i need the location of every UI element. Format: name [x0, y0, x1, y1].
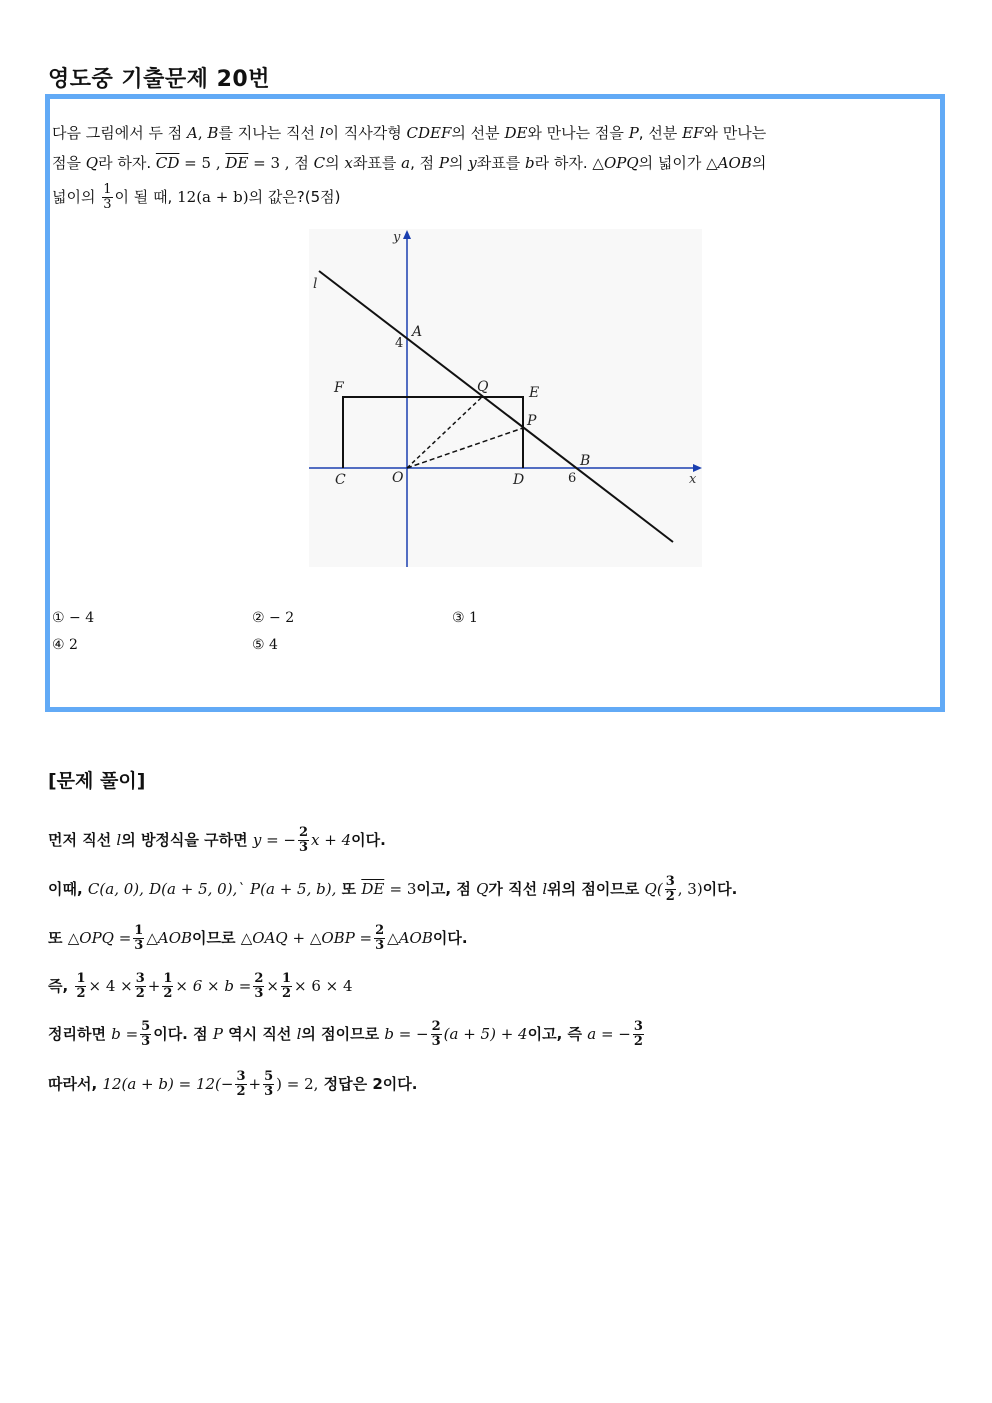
- text: 의 점이므로: [301, 1025, 380, 1043]
- text: 다음 그림에서 두 점: [52, 124, 183, 142]
- text: 의 값은?(5점): [248, 188, 341, 206]
- text: , 점: [410, 154, 435, 172]
- fraction: [281, 972, 292, 1001]
- point-q: Q: [476, 880, 489, 898]
- denominator: 2: [236, 1084, 246, 1099]
- line-l: [319, 271, 673, 542]
- text: 정리하면: [48, 1025, 106, 1043]
- expression: 12(a + b) = 12(−: [102, 1075, 234, 1093]
- point-b: B: [207, 124, 219, 142]
- denominator: 2: [76, 986, 86, 1001]
- denominator: 3: [103, 197, 112, 212]
- value-de: = 3 ,: [253, 154, 290, 172]
- text: 이다. 점: [153, 1025, 208, 1043]
- answer-text: 정답은 2이다.: [323, 1075, 418, 1093]
- numerator: 5: [264, 1069, 274, 1084]
- x-intercept-tick: 6: [568, 471, 577, 486]
- var-x: x: [344, 154, 353, 172]
- numerator: 2: [375, 923, 385, 938]
- coordinate-diagram: [309, 229, 702, 567]
- operator: +: [147, 977, 161, 995]
- denominator: 2: [281, 986, 291, 1001]
- line-l: l: [319, 124, 325, 142]
- var-b: b =: [111, 1025, 139, 1043]
- text: 의 방정식을 구하면: [121, 831, 248, 849]
- point-d-label: D: [513, 472, 525, 488]
- denominator: 3: [264, 1084, 274, 1099]
- denominator: 3: [134, 938, 144, 953]
- point-q-label: Q: [477, 379, 489, 395]
- text: 이고, 즉: [527, 1025, 583, 1043]
- text: 의: [448, 154, 464, 172]
- text: 의 선분: [451, 124, 500, 142]
- choice-1[interactable]: [52, 610, 94, 626]
- numerator: 2: [431, 1019, 441, 1034]
- expression-end: ) = 2,: [276, 1075, 319, 1093]
- fraction: [431, 1020, 442, 1049]
- choice-marker: ①: [52, 610, 65, 626]
- segment-oq: [407, 397, 482, 468]
- numerator: 1: [281, 971, 291, 986]
- fraction: [374, 924, 385, 953]
- numerator: 3: [665, 874, 675, 889]
- solution-line-1: [48, 826, 386, 855]
- fraction: [133, 924, 144, 953]
- point-q-coord: Q(: [644, 880, 663, 898]
- denominator: 3: [375, 938, 385, 953]
- segment-de: $\overline{DE}$: [225, 154, 249, 172]
- choice-value: − 4: [69, 610, 95, 626]
- choice-value: 2: [69, 637, 78, 653]
- point-c-coord: C(a, 0),: [87, 880, 144, 898]
- choice-marker: ④: [52, 637, 65, 653]
- var-a: a: [401, 154, 411, 172]
- fraction: [135, 972, 146, 1001]
- operator: +: [248, 1075, 262, 1093]
- rect-cdef: CDEF: [406, 124, 452, 142]
- point-f-label: F: [334, 380, 344, 396]
- numerator: 1: [163, 971, 173, 986]
- var-b: b: [525, 154, 535, 172]
- operator: × 6 × 4: [293, 977, 353, 995]
- numerator: 3: [633, 1019, 643, 1034]
- text: 먼저 직선: [48, 831, 112, 849]
- choice-4[interactable]: [52, 637, 78, 653]
- triangle-aob: △AOB: [706, 154, 752, 172]
- point-c: C: [313, 154, 326, 172]
- denominator: 2: [135, 986, 145, 1001]
- denominator: 2: [633, 1034, 643, 1049]
- point-c-label: C: [335, 472, 346, 488]
- text: 의: [751, 154, 767, 172]
- triangle-aob: △AOB: [387, 929, 433, 947]
- text: ,: [197, 124, 203, 142]
- denominator: 3: [431, 1034, 441, 1049]
- numerator: 1: [103, 182, 112, 197]
- segment-de: $\overline{DE}$: [361, 880, 385, 898]
- choice-5[interactable]: [252, 637, 278, 653]
- denominator: 3: [254, 986, 264, 1001]
- fraction: [140, 1020, 151, 1049]
- text: 이 직사각형: [324, 124, 402, 142]
- point-p: P: [438, 154, 449, 172]
- triangle-opq: △OPQ: [592, 154, 639, 172]
- text: 점: [294, 154, 309, 172]
- numerator: 1: [76, 971, 86, 986]
- numerator: 2: [254, 971, 264, 986]
- text: 즉,: [48, 977, 69, 995]
- equation-lhs: △OPQ =: [67, 929, 132, 947]
- solution-line-6: [48, 1070, 417, 1099]
- fraction: [633, 1020, 644, 1049]
- text: 와 만나는 점을: [527, 124, 624, 142]
- fraction: [263, 1070, 274, 1099]
- text: 의 넓이가: [638, 154, 702, 172]
- text: 또: [48, 929, 63, 947]
- point-d-coord: D(a + 5, 0),`: [149, 880, 245, 898]
- equation-sum: △OAQ + △OBP =: [240, 929, 373, 947]
- x-axis-arrow-icon: [693, 464, 702, 472]
- y-axis-arrow-icon: [403, 230, 411, 239]
- var-a: a = −: [587, 1025, 631, 1043]
- text: 역시 직선: [228, 1025, 292, 1043]
- diagram-svg: [309, 229, 702, 567]
- numerator: 3: [135, 971, 145, 986]
- choice-value: 4: [269, 637, 278, 653]
- text: , 선분: [638, 124, 678, 142]
- choice-3[interactable]: [452, 610, 478, 626]
- fraction: [75, 972, 86, 1001]
- text: 이 될 때,: [114, 188, 173, 206]
- point-a-label: A: [412, 324, 423, 340]
- text: 이때,: [48, 880, 83, 898]
- numerator: 2: [299, 825, 309, 840]
- text: 와 만나는: [703, 124, 767, 142]
- segment-ef: EF: [682, 124, 704, 142]
- segment-op: [407, 428, 523, 468]
- choice-2[interactable]: [252, 610, 294, 626]
- fraction-one-third: [102, 183, 112, 212]
- triangle-aob: △AOB: [146, 929, 193, 947]
- point-p-coord: P(a + 5, b),: [250, 880, 337, 898]
- point-q-coord-end: , 3): [677, 880, 703, 898]
- problem-line-2: [52, 153, 766, 173]
- point-e-label: E: [529, 385, 540, 401]
- text: 이고, 점: [416, 880, 471, 898]
- fraction: [162, 972, 173, 1001]
- segment-de: DE: [504, 124, 528, 142]
- text: 이다.: [432, 929, 468, 947]
- page-title: 영도중 기출문제 20번: [48, 67, 270, 92]
- denominator: 3: [141, 1034, 151, 1049]
- point-p-label: P: [527, 413, 537, 429]
- point-p: P: [212, 1025, 223, 1043]
- value-de: = 3: [389, 880, 417, 898]
- value-cd: = 5 ,: [184, 154, 221, 172]
- problem-line-3: [52, 183, 341, 212]
- point-o-label: O: [392, 470, 404, 486]
- text: 위의 점이므로: [547, 880, 640, 898]
- solution-line-2: [48, 875, 737, 904]
- fraction: [253, 972, 264, 1001]
- choice-value: 1: [469, 610, 478, 626]
- solution-line-4: [48, 972, 353, 1001]
- choice-value: − 2: [269, 610, 295, 626]
- solution-line-3: [48, 924, 468, 953]
- x-axis-label: x: [689, 472, 697, 487]
- var-y: y: [468, 154, 477, 172]
- solution-line-5: [48, 1020, 646, 1049]
- text: 점을: [52, 154, 81, 172]
- point-p: P: [628, 124, 639, 142]
- y-axis-label: y: [393, 230, 401, 245]
- line-l: l: [116, 831, 122, 849]
- line-l-label: l: [313, 276, 318, 292]
- denominator: 2: [163, 986, 173, 1001]
- text: 이다.: [351, 831, 386, 849]
- operator: × 6 × b =: [175, 977, 252, 995]
- y-intercept-tick: 4: [395, 336, 404, 351]
- choice-marker: ②: [252, 610, 265, 626]
- choice-marker: ⑤: [252, 637, 265, 653]
- problem-line-1: [52, 123, 766, 143]
- text: 이므로: [192, 929, 236, 947]
- text: 가 직선: [488, 880, 538, 898]
- operator: × 4 ×: [88, 977, 133, 995]
- text: 좌표를: [476, 154, 521, 172]
- expression: 12(a + b): [177, 188, 249, 206]
- text: 이다.: [702, 880, 738, 898]
- text: 넓이의: [52, 188, 96, 206]
- equation-rhs: (a + 5) + 4: [443, 1025, 528, 1043]
- line-l: l: [296, 1025, 302, 1043]
- point-b-label: B: [580, 453, 591, 469]
- numerator: 5: [141, 1019, 151, 1034]
- denominator: 3: [299, 840, 309, 855]
- text: 또: [341, 880, 357, 898]
- equation-rhs: x + 4: [311, 831, 352, 849]
- numerator: 1: [134, 923, 144, 938]
- text: 라 하자.: [98, 154, 152, 172]
- fraction: [298, 826, 309, 855]
- operator: ×: [266, 977, 279, 995]
- text: 좌표를: [352, 154, 397, 172]
- fraction: [235, 1070, 246, 1099]
- line-l: l: [542, 880, 548, 898]
- equation-lhs: b = −: [384, 1025, 429, 1043]
- denominator: 2: [665, 889, 675, 904]
- text: 라 하자.: [534, 154, 588, 172]
- fraction: [665, 875, 676, 904]
- solution-title: [문제 풀이]: [48, 770, 146, 792]
- segment-cd: $\overline{CD}$: [155, 154, 180, 172]
- point-q: Q: [85, 154, 99, 172]
- equation-lhs: y = −: [252, 831, 296, 849]
- text: 를 지나는 직선: [218, 124, 315, 142]
- text: 의: [325, 154, 340, 172]
- point-a: A: [187, 124, 198, 142]
- numerator: 3: [236, 1069, 246, 1084]
- text: 따라서,: [48, 1075, 98, 1093]
- choice-marker: ③: [452, 610, 465, 626]
